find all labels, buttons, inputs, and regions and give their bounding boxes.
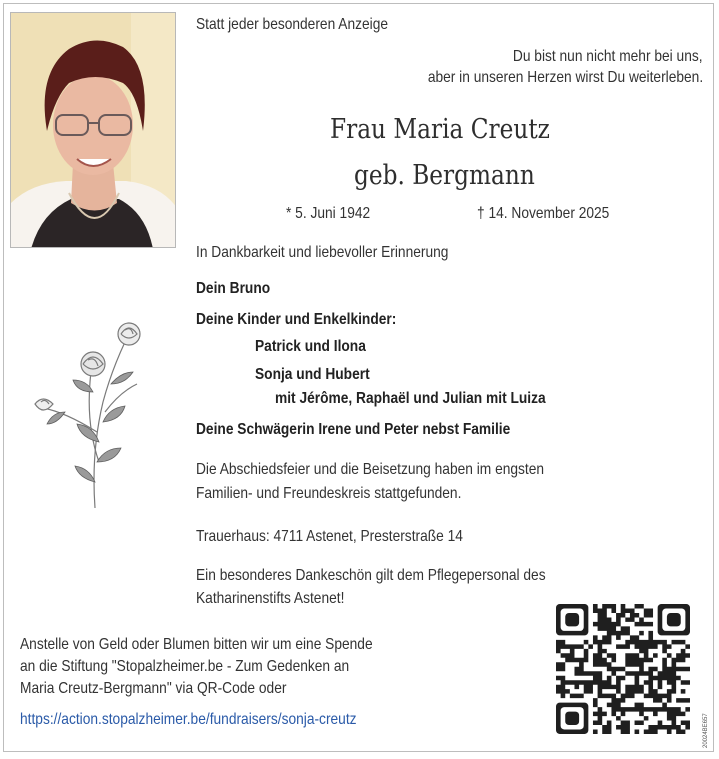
thanks-line-2: Katharinenstifts Astenet! [196, 590, 345, 607]
ceremony-line-1: Die Abschiedsfeier und die Beisetzung haben im engsten [196, 461, 545, 478]
donation-line-2: an die Stiftung "Stopalzheimer.be - Zum Gedenken an [20, 658, 350, 675]
mourner-spouse: Dein Bruno [196, 280, 271, 297]
thanks-line-1: Ein besonderes Dankeschön gilt dem Pflegepersonal des [196, 567, 546, 584]
mourner-children-heading: Deine Kinder und Enkelkinder: [196, 311, 397, 328]
ad-reference-code: 20024BE657 [703, 713, 709, 748]
statt-anzeige-text: Statt jeder besonderen Anzeige [196, 16, 389, 33]
mourners-intro: In Dankbarkeit und liebevoller Erinnerung [196, 244, 449, 261]
mourner-child-1: Patrick und Ilona [255, 338, 366, 355]
trauerhaus-address: Trauerhaus: 4711 Astenet, Presterstraße 14 [196, 528, 463, 545]
deceased-name: Frau Maria Creutz [330, 114, 550, 145]
birth-date: * 5. Juni 1942 [286, 205, 371, 222]
quote-line-1: Du bist nun nicht mehr bei uns, [513, 48, 703, 65]
mourner-in-laws: Deine Schwägerin Irene und Peter nebst Familie [196, 421, 511, 438]
mourner-grandchildren: mit Jérôme, Raphaël und Julian mit Luiza [275, 390, 546, 407]
donation-line-1: Anstelle von Geld oder Blumen bitten wir um eine Spende [20, 636, 373, 653]
rose-illustration-icon [25, 312, 155, 517]
donation-line-3: Maria Creutz-Bergmann" via QR-Code oder [20, 680, 287, 697]
quote-line-2: aber in unseren Herzen wirst Du weiterleben. [427, 69, 703, 86]
mourner-child-2: Sonja und Hubert [255, 366, 370, 383]
fundraiser-link[interactable]: https://action.stopalzheimer.be/fundraisers/sonja-creutz [20, 711, 357, 728]
portrait-photo [10, 12, 176, 248]
deceased-maiden-name: geb. Bergmann [354, 160, 535, 191]
qr-code-icon[interactable] [556, 604, 690, 734]
death-date: † 14. November 2025 [477, 205, 610, 222]
ceremony-line-2: Familien- und Freundeskreis stattgefunden. [196, 485, 462, 502]
